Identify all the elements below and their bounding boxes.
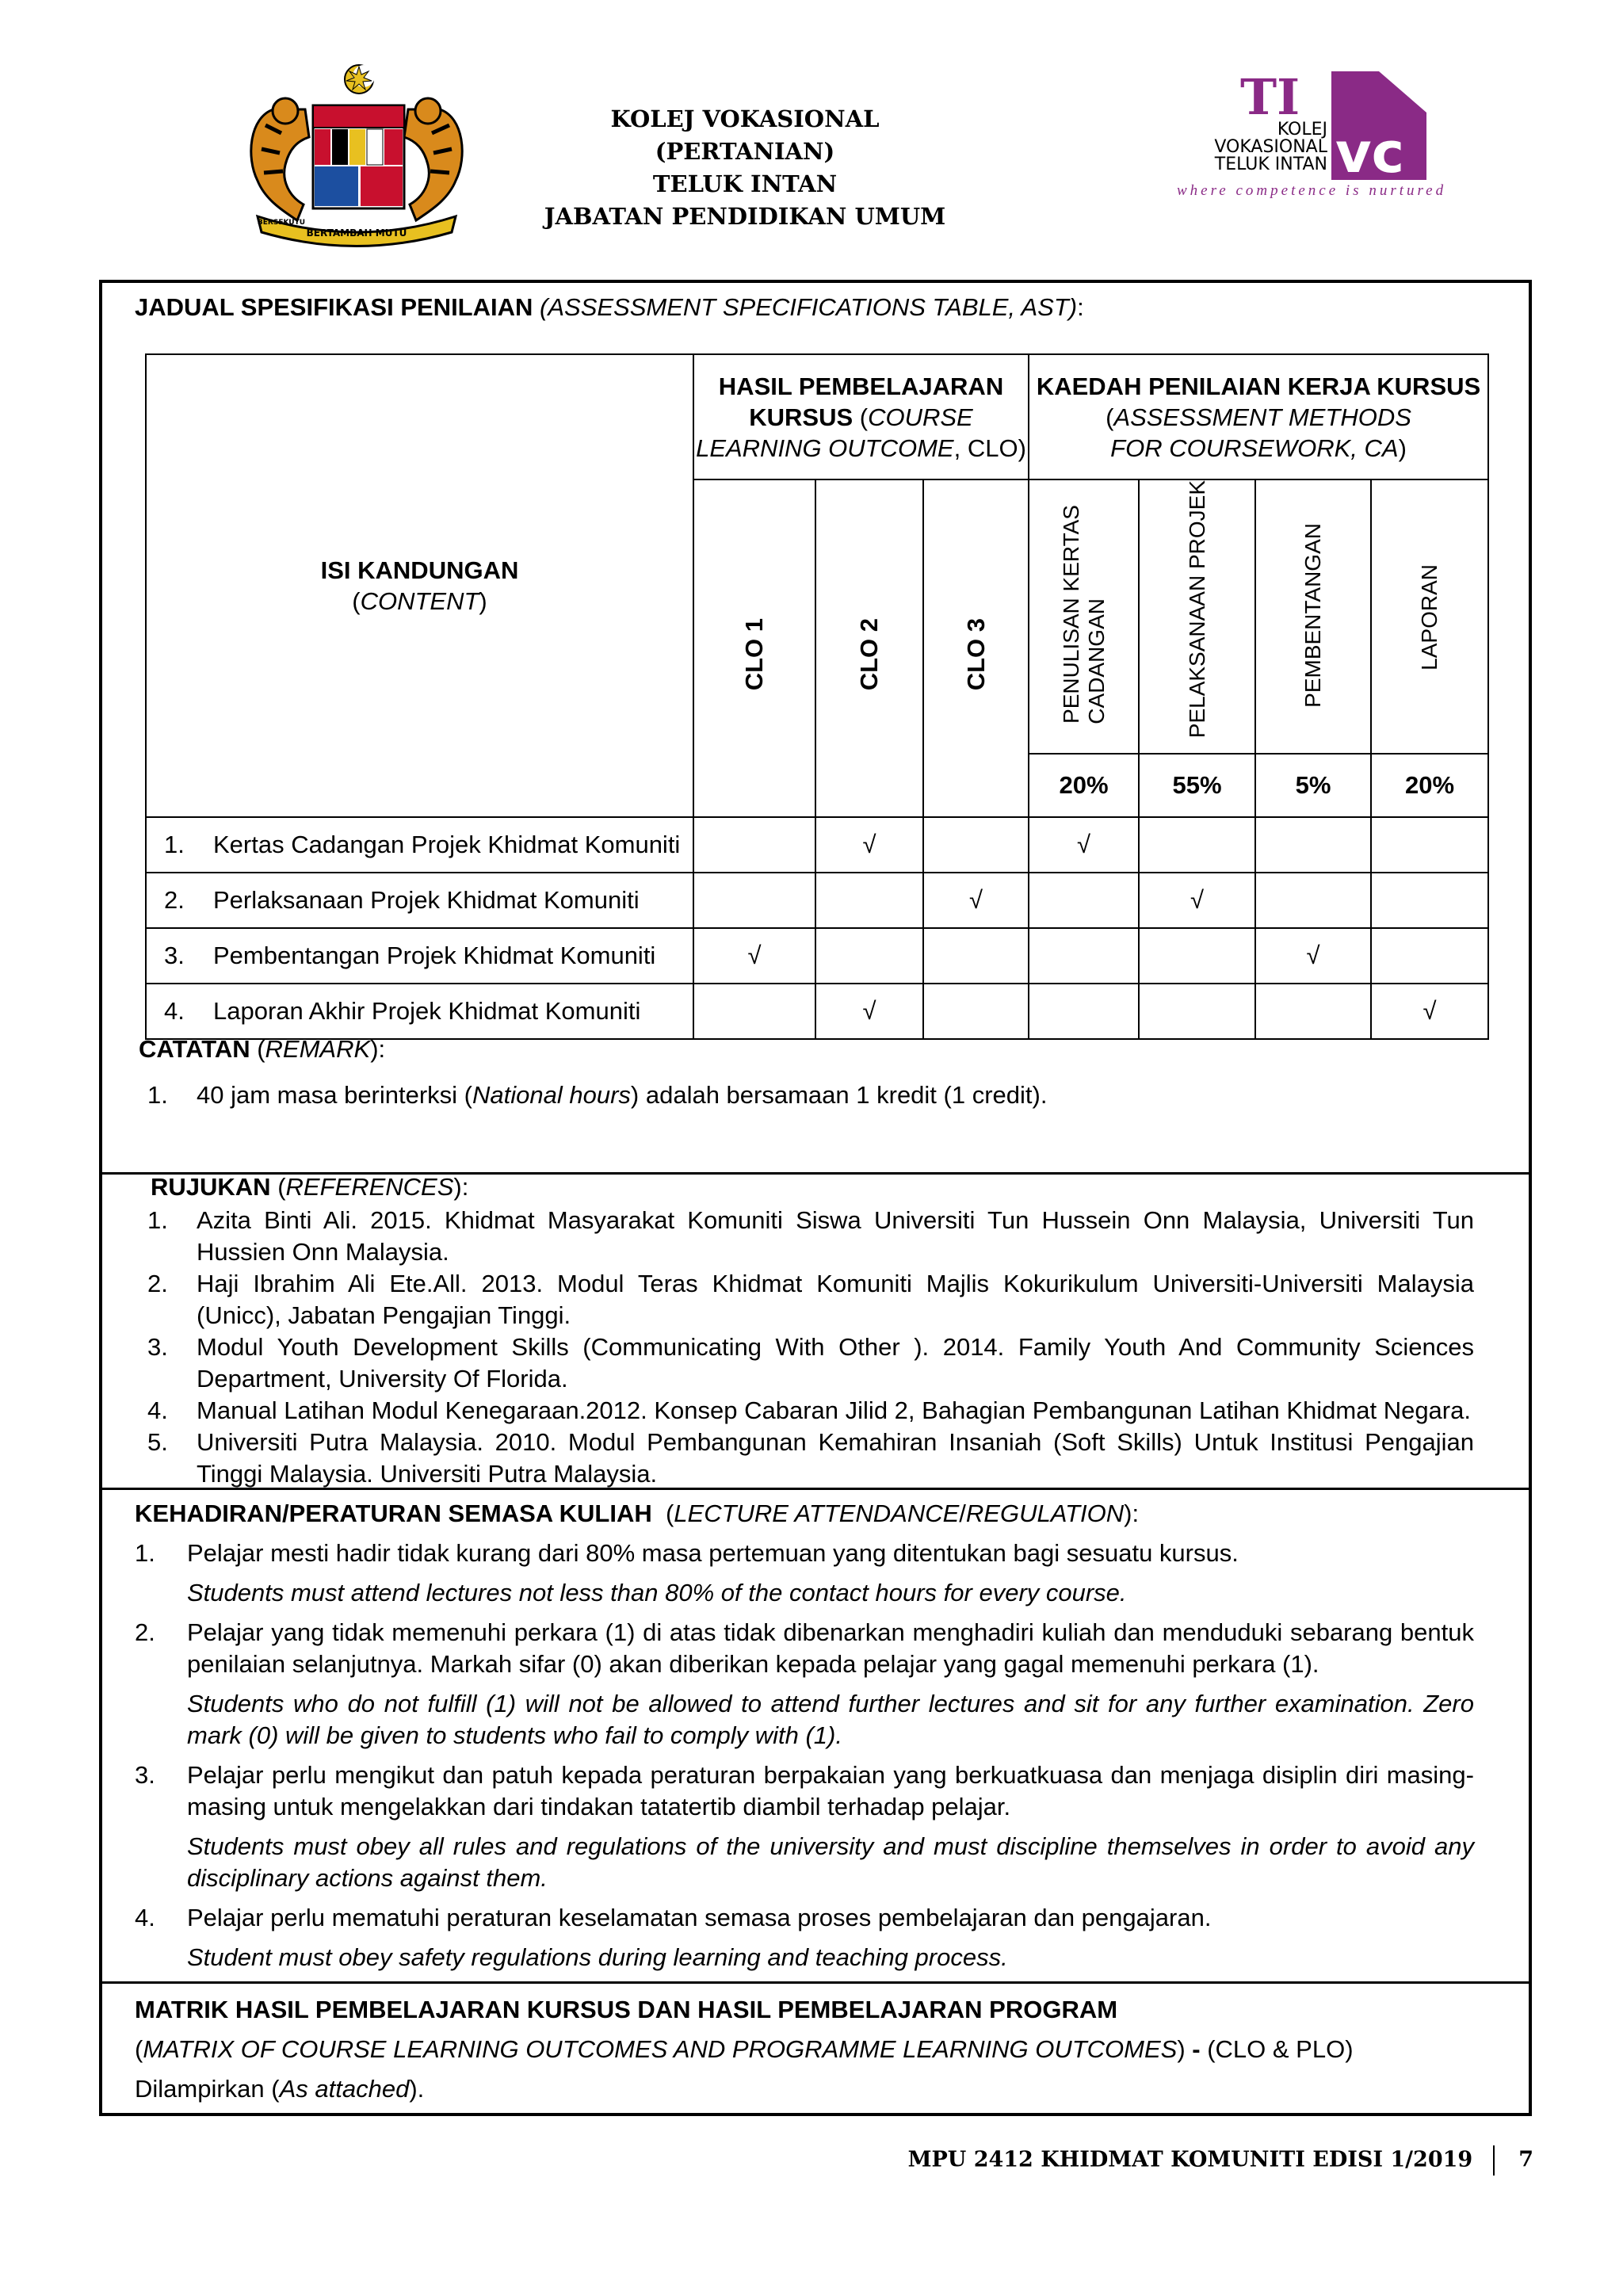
method-pelaksanaan-header: [1139, 479, 1255, 754]
clo-header-tail: , CLO): [953, 434, 1026, 462]
weight-pelaksanaan: 55%: [1139, 754, 1255, 817]
matrix-subtitle: (MATRIX OF COURSE LEARNING OUTCOMES AND PROGRAMME LEARNING OUTCOMES) - (CLO & PLO): [135, 2035, 1354, 2063]
list-item: [147, 1427, 1474, 1490]
row-mark: [923, 928, 1029, 984]
list-item: [147, 1395, 1474, 1427]
ast-rows: [146, 817, 1488, 1039]
row-mark: [1029, 928, 1139, 984]
content-header: [146, 354, 693, 817]
assessment-specifications-table: [145, 353, 1489, 1040]
clo-header-it1: COURSE: [868, 403, 973, 431]
references-title: RUJUKAN (REFERENCES):: [151, 1173, 469, 1201]
references-title-italic: REFERENCES: [285, 1173, 454, 1201]
method-kertas-label-1: PENULISAN KERTAS: [1058, 505, 1083, 724]
row-mark: [1029, 873, 1139, 928]
list-item: [147, 1205, 1474, 1268]
row-mark: [923, 984, 1029, 1039]
clo-header-line1: HASIL PEMBELAJARAN: [718, 372, 1004, 400]
reference-text: Universiti Putra Malaysia. 2010. Modul Pembangunan Kemahiran Insaniah (Soft Skills) Untuk Institusi Pengajian Tinggi Malaysia. Universiti Putra Malaysia.: [197, 1428, 1474, 1488]
row-label: Pembentangan Projek Khidmat Komuniti: [213, 942, 656, 970]
row-mark: [815, 928, 923, 984]
reference-number: 3.: [147, 1333, 168, 1361]
row-content: [146, 817, 693, 873]
logo-letters: TI: [1240, 68, 1300, 126]
attendance-number: 4.: [135, 1904, 155, 1931]
row-mark: √: [1029, 817, 1139, 873]
method-kertas-label-2: CADANGAN: [1083, 598, 1109, 724]
attendance-list: [135, 1538, 1474, 1973]
clo-2-label: CLO 2: [855, 617, 883, 691]
clo-header-it2: LEARNING OUTCOME: [696, 434, 954, 462]
attendance-title: KEHADIRAN/PERATURAN SEMASA KULIAH (LECTURE ATTENDANCE/REGULATION):: [135, 1499, 1140, 1527]
row-mark: √: [1139, 873, 1255, 928]
attendance-text-ms: Pelajar mesti hadir tidak kurang dari 80% masa pertemuan yang ditentukan bagi sesuatu kursus.: [187, 1539, 1239, 1567]
row-mark: [1371, 873, 1488, 928]
ast-title: [135, 293, 1084, 322]
list-item: [147, 1331, 1474, 1395]
references-title-bold: RUJUKAN: [151, 1173, 271, 1201]
attendance-text-en: Students must attend lectures not less than 80% of the contact hours for every course.: [187, 1579, 1127, 1606]
remark-text-b: ) adalah bersamaan 1 kredit (1 credit).: [630, 1081, 1048, 1109]
row-mark: √: [1371, 984, 1488, 1039]
list-item: [135, 1902, 1474, 1973]
remark-title: CATATAN (REMARK):: [139, 1035, 386, 1063]
row-label: Perlaksanaan Projek Khidmat Komuniti: [213, 886, 640, 915]
clo-header-bold2: KURSUS: [749, 403, 854, 431]
row-mark: [1029, 984, 1139, 1039]
header-line-2: TELUK INTAN: [652, 170, 838, 197]
logo-tagline: where competence is nurtured: [1177, 182, 1447, 199]
attendance-text-ms: Pelajar perlu mengikut dan patuh kepada peraturan berpakaian yang berkuatkuasa dan menjaga disiplin diri masing-masing untuk mengelakkan dari tindakan tatatertib diambil terhadap pelajar.: [187, 1761, 1474, 1820]
content-header-en-text: CONTENT: [360, 587, 479, 616]
list-item: [135, 1759, 1474, 1894]
row-mark: [1371, 928, 1488, 984]
row-mark: √: [693, 928, 815, 984]
row-mark: √: [923, 873, 1029, 928]
clo-1-header: [693, 479, 815, 817]
ca-header-line1: KAEDAH PENILAIAN KERJA KURSUS: [1036, 372, 1481, 400]
remark-title-italic: REMARK: [265, 1035, 371, 1063]
references-list: [147, 1205, 1474, 1490]
content-header-close: ): [479, 587, 487, 616]
attendance-title-it2: REGULATION: [965, 1499, 1125, 1527]
row-mark: [1139, 928, 1255, 984]
ca-header-it2: FOR COURSEWORK, CA: [1110, 434, 1399, 462]
malaysia-coat-of-arms-icon: [242, 62, 472, 248]
row-mark: [693, 873, 815, 928]
row-mark: [693, 817, 815, 873]
attendance-title-bold: KEHADIRAN/PERATURAN SEMASA KULIAH: [135, 1499, 652, 1527]
method-pembentangan-label: PEMBENTANGAN: [1300, 523, 1325, 709]
footer-divider: [1493, 2145, 1495, 2176]
row-number: 4.: [164, 997, 185, 1026]
clo-3-header: [923, 479, 1029, 817]
ast-title-italic: (ASSESSMENT SPECIFICATIONS TABLE, AST): [540, 293, 1078, 321]
crest-motto: BERTAMBAH MUTU: [306, 227, 407, 239]
method-laporan-label: LAPORAN: [1417, 564, 1442, 671]
clo-3-label: CLO 3: [961, 617, 990, 691]
row-mark: √: [815, 984, 923, 1039]
row-mark: [1255, 817, 1371, 873]
ca-header-it1: ASSESSMENT METHODS: [1113, 403, 1411, 431]
footer-course: MPU 2412 KHIDMAT KOMUNITI EDISI 1/2019: [907, 2147, 1473, 2172]
attendance-title-it1: LECTURE ATTENDANCE: [674, 1499, 960, 1527]
weight-laporan: 20%: [1371, 754, 1488, 817]
crest-motto-left: BERSEKUTU: [257, 219, 306, 227]
remark-list: [147, 1079, 1495, 1111]
reference-text: Modul Youth Development Skills (Communicating With Other ). 2014. Family Youth And Community Sciences Department, University Of Florida.: [197, 1333, 1474, 1392]
row-content: [146, 984, 693, 1039]
reference-text: Azita Binti Ali. 2015. Khidmat Masyarakat Komuniti Siswa Universiti Tun Hussein Onn Malaysia, Universiti Tun Hussien Onn Malaysia.: [197, 1206, 1474, 1266]
row-mark: [1139, 984, 1255, 1039]
table-row: [146, 817, 1488, 873]
logo-name-2: VOKASIONAL: [1214, 137, 1327, 157]
page-footer: [908, 2145, 1533, 2176]
remark-text-italic: National hours: [472, 1081, 631, 1109]
clo-1-label: CLO 1: [740, 617, 768, 691]
method-pelaksanaan-label: PELAKSANAAN PROJEK: [1184, 480, 1209, 739]
page-number: 7: [1518, 2147, 1533, 2172]
row-mark: [693, 984, 815, 1039]
list-item: [135, 1538, 1474, 1609]
clo-2-header: [815, 479, 923, 817]
row-mark: [815, 873, 923, 928]
row-mark: [1255, 873, 1371, 928]
attendance-number: 3.: [135, 1761, 155, 1789]
kvti-logo-mark-icon: [1173, 65, 1442, 184]
ast-title-bold: JADUAL SPESIFIKASI PENILAIAN: [135, 293, 533, 321]
matrix-attached-italic: As attached: [279, 2075, 410, 2103]
weight-pembentangan: 5%: [1255, 754, 1371, 817]
institution-header: [523, 103, 967, 233]
matrix-attached-b: ).: [409, 2075, 425, 2103]
row-label: Kertas Cadangan Projek Khidmat Komuniti: [213, 831, 681, 859]
weight-kertas-cadangan: 20%: [1029, 754, 1139, 817]
row-content: [146, 928, 693, 984]
logo-vc: vc: [1335, 120, 1405, 184]
content-header-en: [147, 586, 693, 617]
attendance-number: 2.: [135, 1618, 155, 1646]
method-pembentangan-header: [1255, 479, 1371, 754]
table-row: [146, 984, 1488, 1039]
reference-text: Manual Latihan Modul Kenegaraan.2012. Konsep Cabaran Jilid 2, Bahagian Pembangunan Latihan Khidmat Negara.: [197, 1396, 1471, 1424]
matrix-attached-a: Dilampirkan (: [135, 2075, 280, 2103]
attendance-text-en: Students must obey all rules and regulations of the university and must discipline themselves in order to avoid any disciplinary actions against them.: [187, 1832, 1474, 1892]
kvti-logo: [1173, 65, 1447, 204]
matrix-attached: [135, 2075, 424, 2103]
method-kertas-cadangan-header: [1029, 479, 1139, 754]
divider-matrix: [99, 1981, 1532, 1984]
method-laporan-header: [1371, 479, 1488, 754]
reference-number: 4.: [147, 1396, 168, 1424]
content-header-ms: ISI KANDUNGAN: [320, 556, 519, 585]
row-mark: [923, 817, 1029, 873]
row-mark: [1371, 817, 1488, 873]
table-row: [146, 928, 1488, 984]
reference-number: 5.: [147, 1428, 168, 1456]
attendance-number: 1.: [135, 1539, 155, 1567]
row-mark: [1255, 984, 1371, 1039]
clo-header: HASIL PEMBELAJARAN KURSUS (COURSE LEARNING OUTCOME, CLO): [693, 354, 1029, 479]
content-header-open: (: [352, 587, 361, 616]
row-number: 3.: [164, 942, 185, 970]
ast-title-colon: :: [1077, 293, 1084, 321]
reference-number: 1.: [147, 1206, 168, 1234]
remark-text-a: 40 jam masa berinterksi (: [197, 1081, 473, 1109]
attendance-text-en: Student must obey safety regulations during learning and teaching process.: [187, 1943, 1008, 1971]
header-line-1: KOLEJ VOKASIONAL (PERTANIAN): [610, 105, 880, 165]
attendance-text-ms: Pelajar yang tidak memenuhi perkara (1) di atas tidak dibenarkan menghadiri kuliah dan menduduki sebarang bentuk penilaian selanjutnya. Markah sifar (0) akan diberikan kepada pelajar yang gagal memenuhi perkara (1).: [187, 1618, 1474, 1678]
matrix-title: MATRIK HASIL PEMBELAJARAN KURSUS DAN HASIL PEMBELAJARAN PROGRAM: [135, 1996, 1118, 2023]
row-number: 2.: [164, 886, 185, 915]
remark-title-bold: CATATAN: [139, 1035, 250, 1063]
row-number: 1.: [164, 831, 185, 859]
matrix-subtitle-italic: MATRIX OF COURSE LEARNING OUTCOMES AND PROGRAMME LEARNING OUTCOMES: [143, 2035, 1178, 2063]
matrix-subtitle-tail: (CLO & PLO): [1207, 2035, 1354, 2063]
attendance-text-ms: Pelajar perlu mematuhi peraturan keselamatan semasa proses pembelajaran dan pengajaran.: [187, 1904, 1212, 1931]
reference-text: Haji Ibrahim Ali Ete.All. 2013. Modul Teras Khidmat Komuniti Majlis Kokurikulum Universiti-Universiti Malaysia (Unicc), Jabatan Pengajian Tinggi.: [197, 1270, 1474, 1329]
table-row: [146, 873, 1488, 928]
list-item: [147, 1268, 1474, 1331]
header-line-3: JABATAN PENDIDIKAN UMUM: [544, 203, 946, 230]
list-item: [147, 1079, 1495, 1111]
row-content: [146, 873, 693, 928]
ca-header: KAEDAH PENILAIAN KERJA KURSUS (ASSESSMENT METHODS FOR COURSEWORK, CA): [1029, 354, 1488, 479]
row-mark: [1139, 817, 1255, 873]
row-mark: √: [1255, 928, 1371, 984]
reference-number: 2.: [147, 1270, 168, 1297]
logo-name-1: KOLEJ: [1277, 120, 1327, 139]
attendance-text-en: Students who do not fulfill (1) will not be allowed to attend further lectures and sit for any further examination. Zero mark (0) will be given to students who fail to comply with (1).: [187, 1690, 1474, 1749]
row-mark: √: [815, 817, 923, 873]
list-item: [135, 1617, 1474, 1752]
row-label: Laporan Akhir Projek Khidmat Komuniti: [213, 997, 641, 1026]
logo-name-3: TELUK INTAN: [1214, 155, 1327, 174]
remark-number: 1.: [147, 1081, 168, 1109]
